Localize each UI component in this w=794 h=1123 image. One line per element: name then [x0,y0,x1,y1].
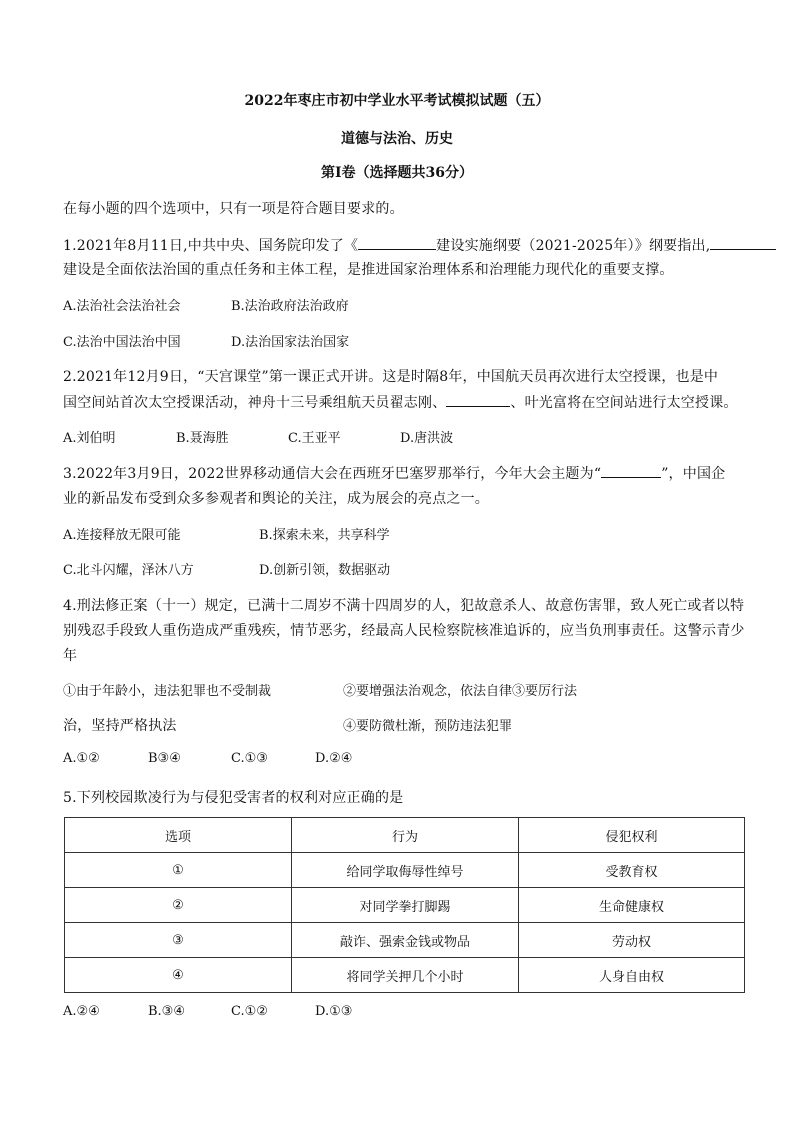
q3-option-d: D.创新引领，数据驱动 [259,563,391,578]
q2-option-d: D.唐洪波 [400,431,454,446]
q2-option-a: A.刘伯明 [63,431,116,446]
table-cell: 将同学关押几个小时 [292,958,519,993]
table-header-right: 侵犯权利 [519,818,745,853]
exam-subject: 道德与法治、历史 [341,131,453,147]
q1-option-c: C.法治中国法治中国 [63,335,181,350]
q4-item-2: ②要增强法治观念，依法自律③要厉行法 [343,684,578,699]
q5-option-b: B.③④ [148,1004,185,1019]
table-row [65,958,745,993]
table-cell: ③ [65,923,292,958]
q5-option-c: C.①② [231,1004,268,1019]
q4-option-d: D.②④ [315,751,353,766]
table-row [65,923,745,958]
q3-stem-line2: 业的新品发布受到众多参观者和舆论的关注，成为展会的亮点之一。 [63,491,489,507]
table-cell: 给同学取侮辱性绰号 [292,853,519,888]
table-cell: ② [65,888,292,923]
q2-text-part1: 国空间站首次太空授课活动，神舟十三号乘组航天员翟志刚、 [63,395,447,411]
table-cell: 受教育权 [519,853,745,888]
q5-option-a: A.②④ [63,1004,100,1019]
q3-option-b: B.探索未来，共享科学 [259,528,390,543]
exam-title: 2022年枣庄市初中学业水平考试模拟试题（五） [244,93,550,109]
table-header-behavior: 行为 [292,818,519,853]
table-header-option: 选项 [65,818,292,853]
q4-stem-line2: 别残忍手段致人重伤造成严重残疾，情节恶劣，经最高人民检察院核准追诉的，应当负刑事责任。这警示青少 [63,623,745,639]
q4-option-b: B③④ [148,751,181,766]
q3-text-part1: 3.2022年3月9日，2022世界移动通信大会在西班牙巴塞罗那举行，今年大会主题为“ [63,466,602,482]
q2-blank [446,392,510,407]
q3-option-a: A.连接释放无限可能 [63,528,181,543]
table-row [65,888,745,923]
q1-blank-1 [358,235,436,250]
table-cell: ① [65,853,292,888]
q3-stem-line1 [63,463,725,483]
table-cell: 对同学拳打脚踢 [292,888,519,923]
q4-stem-line3: 年 [63,648,78,664]
q1-blank-2 [710,235,776,250]
q1-text-part2: 建设实施纲要（2021-2025年）》纲要指出, [436,238,711,254]
q1-option-a: A.法治社会法治社会 [63,299,181,314]
table-cell: 生命健康权 [519,888,745,923]
q1-option-b: B.法治政府法治政府 [231,299,349,314]
q3-option-c: C.北斗闪耀，泽沐八方 [63,563,194,578]
table-cell: ④ [65,958,292,993]
q2-text-part2: 、叶光富将在空间站进行太空授课。 [510,395,738,411]
q4-item-3: 治，坚持严格执法 [63,718,177,734]
q1-stem-line1 [63,235,776,255]
rights-table [64,817,745,993]
q4-option-a: A.①② [63,751,100,766]
q5-stem: 5.下列校园欺凌行为与侵犯受害者的权利对应正确的是 [63,790,404,806]
q1-text-part1: 1.2021年8月11日,中共中央、国务院印发了《 [63,238,359,254]
section-heading: 第Ⅰ卷（选择题共36分） [320,165,474,181]
q4-item-1: ①由于年龄小，违法犯罪也不受制裁 [63,684,272,699]
table-cell: 劳动权 [519,923,745,958]
table-cell: 人身自由权 [519,958,745,993]
q2-option-b: B.聂海胜 [176,431,229,446]
instruction-text: 在每小题的四个选项中，只有一项是符合题目要求的。 [63,201,404,217]
table-row [65,853,745,888]
q4-stem-line1: 4.刑法修正案（十一）规定，已满十二周岁不满十四周岁的人，犯故意杀人、故意伤害罪，致人死亡或者以特 [63,598,745,614]
q2-stem-line1: 2.2021年12月9日，“天宫课堂”第一课正式开讲。这是时隔8年，中国航天员再次进行太空授课，也是中 [63,369,719,385]
q1-option-d: D.法治国家法治国家 [231,335,350,350]
q4-item-4: ④要防微杜渐，预防违法犯罪 [343,719,513,734]
q3-blank [601,463,661,478]
q4-option-c: C.①③ [231,751,268,766]
table-cell: 敲诈、强索金钱或物品 [292,923,519,958]
table-header-row [65,818,745,853]
q2-option-c: C.王亚平 [288,431,341,446]
q2-stem-line2 [63,392,738,412]
q3-text-part2: ”，中国企 [661,466,726,482]
q5-option-d: D.①③ [315,1004,353,1019]
q1-stem-line2: 建设是全面依法治国的重点任务和主体工程，是推进国家治理体系和治理能力现代化的重要支撑。 [63,262,674,278]
